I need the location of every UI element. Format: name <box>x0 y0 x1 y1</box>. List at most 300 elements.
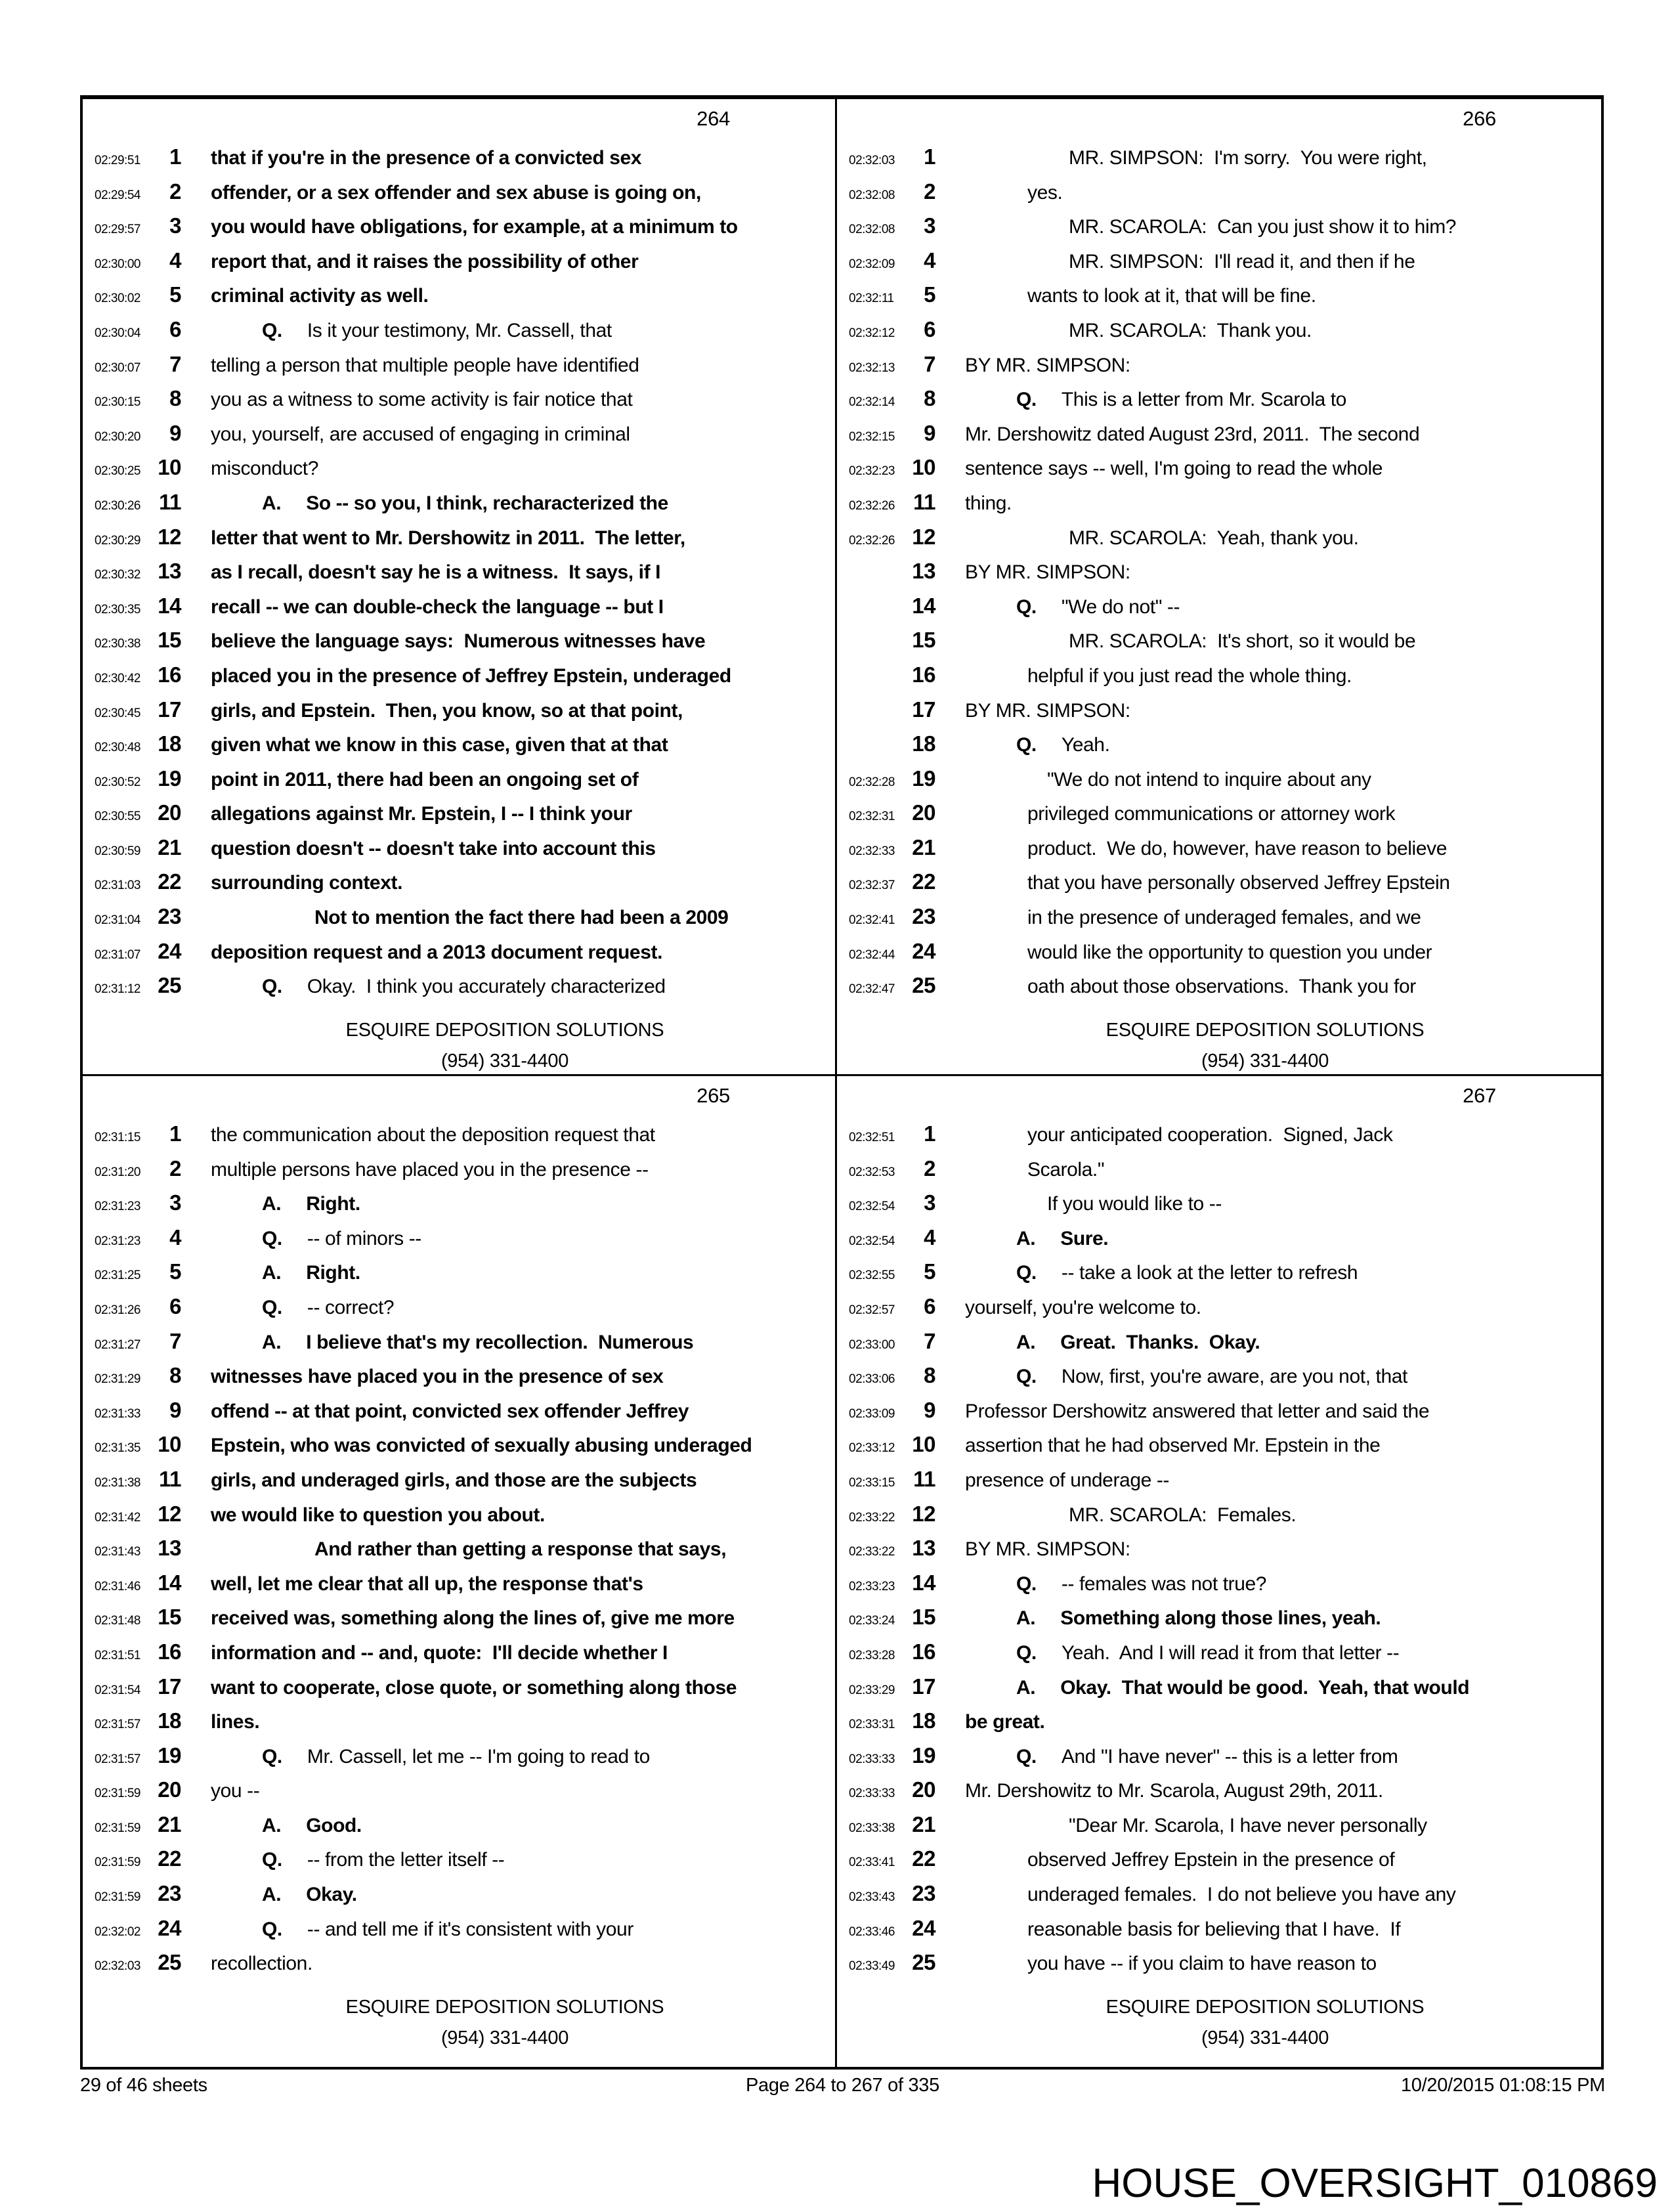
line-timestamp: 02:31:42 <box>95 1510 140 1525</box>
line-number: 5 <box>924 1259 935 1284</box>
line-timestamp: 02:31:26 <box>95 1303 140 1317</box>
line-timestamp: 02:30:15 <box>95 395 140 410</box>
line-timestamp: 02:32:08 <box>849 223 895 237</box>
line-text: Q. Mr. Cassell, let me -- I'm going to read to <box>262 1745 650 1767</box>
transcript-line <box>83 244 831 278</box>
line-timestamp: 02:30:48 <box>95 741 140 755</box>
transcript-line <box>837 450 1597 485</box>
transcript-line <box>837 175 1597 209</box>
line-text: product. We do, however, have reason to believe <box>1027 837 1447 859</box>
line-number: 13 <box>158 1536 181 1561</box>
transcript-line <box>83 347 831 382</box>
line-text: you -- <box>211 1780 260 1802</box>
line-timestamp: 02:32:11 <box>849 292 894 306</box>
transcript-line <box>837 796 1597 831</box>
transcript-line <box>83 589 831 624</box>
line-timestamp: 02:31:03 <box>95 878 140 893</box>
line-text: question doesn't -- doesn't take into account this <box>211 837 656 859</box>
transcript-line <box>837 416 1597 451</box>
line-timestamp: 02:32:54 <box>849 1200 895 1214</box>
line-number: 25 <box>912 1950 935 1975</box>
line-timestamp: 02:32:23 <box>849 464 895 479</box>
transcript-lines <box>83 140 831 1003</box>
speaker-label: Q. <box>262 976 282 998</box>
line-text: girls, and underaged girls, and those are the subjects <box>211 1469 697 1491</box>
transcript-line <box>837 1704 1597 1739</box>
line-number: 4 <box>169 1225 181 1249</box>
transcript-line <box>837 865 1597 900</box>
line-text: Q. -- take a look at the letter to refresh <box>1016 1262 1358 1284</box>
line-timestamp: 02:32:37 <box>849 878 895 893</box>
line-number: 7 <box>169 1328 181 1353</box>
transcript-line <box>837 1117 1597 1152</box>
line-number: 9 <box>169 420 181 445</box>
line-number: 23 <box>158 904 181 929</box>
line-text: we would like to question you about. <box>211 1504 545 1526</box>
line-timestamp: 02:32:41 <box>849 913 895 928</box>
line-timestamp: 02:30:55 <box>95 810 140 824</box>
line-number: 3 <box>924 1190 935 1215</box>
transcript-line <box>837 1186 1597 1221</box>
line-number: 1 <box>169 144 181 169</box>
line-number: 14 <box>158 593 181 618</box>
line-text: misconduct? <box>211 458 319 480</box>
transcript-line <box>837 520 1597 555</box>
page-quadrant-265 <box>83 1076 837 2067</box>
line-number: 17 <box>912 697 935 722</box>
transcript-line <box>83 1290 831 1324</box>
transcript-line <box>837 313 1597 347</box>
line-number: 12 <box>158 1501 181 1526</box>
transcript-line <box>83 209 831 244</box>
line-text: helpful if you just read the whole thing. <box>1027 664 1352 687</box>
transcript-line <box>83 1221 831 1255</box>
transcript-line <box>83 1186 831 1221</box>
line-timestamp: 02:31:59 <box>95 1821 140 1835</box>
transcript-line <box>837 1497 1597 1532</box>
line-text: criminal activity as well. <box>211 285 429 307</box>
line-number: 12 <box>158 524 181 549</box>
line-text: Mr. Dershowitz to Mr. Scarola, August 29th, 2011. <box>965 1780 1383 1802</box>
footer-page-range: Page 264 to 267 of 335 <box>746 2075 939 2096</box>
line-timestamp: 02:32:13 <box>849 360 895 375</box>
transcript-line <box>83 1497 831 1532</box>
speaker-label: A. <box>262 1262 282 1284</box>
line-timestamp: 02:30:25 <box>95 464 140 479</box>
line-timestamp: 02:33:12 <box>849 1441 895 1456</box>
line-number: 14 <box>912 1570 935 1595</box>
transcript-line <box>83 1704 831 1739</box>
line-text: deposition request and a 2013 document request. <box>211 941 663 963</box>
transcript-line <box>83 1531 831 1566</box>
transcript-line <box>83 554 831 589</box>
line-timestamp: 02:31:35 <box>95 1441 140 1456</box>
line-number: 4 <box>924 248 935 272</box>
transcript-line <box>837 1290 1597 1324</box>
line-timestamp: 02:31:59 <box>95 1890 140 1905</box>
line-timestamp: 02:32:47 <box>849 982 895 997</box>
transcript-line <box>837 1324 1597 1359</box>
transcript-line <box>83 796 831 831</box>
line-number: 10 <box>158 455 181 480</box>
transcript-line <box>83 1117 831 1152</box>
line-number: 4 <box>169 248 181 272</box>
line-timestamp: 02:32:03 <box>95 1959 140 1974</box>
line-text: privileged communications or attorney work <box>1027 803 1396 825</box>
transcript-line <box>83 140 831 175</box>
transcript-sheet <box>80 95 1604 2070</box>
transcript-line <box>837 1221 1597 1255</box>
line-timestamp: 02:33:22 <box>849 1545 895 1559</box>
line-number: 8 <box>924 1363 935 1388</box>
line-text: BY MR. SIMPSON: <box>965 1538 1130 1561</box>
line-text: A. So -- so you, I think, recharacterized the <box>262 492 668 514</box>
speaker-label: A. <box>1016 1607 1036 1630</box>
line-text: offender, or a sex offender and sex abuse is going on, <box>211 181 701 204</box>
line-number: 3 <box>924 213 935 238</box>
line-number: 1 <box>924 144 935 169</box>
line-timestamp: 02:31:29 <box>95 1372 140 1387</box>
line-timestamp: 02:33:31 <box>849 1718 895 1732</box>
line-number: 13 <box>912 559 935 584</box>
line-text: the communication about the deposition request that <box>211 1124 655 1146</box>
line-text: Mr. Dershowitz dated August 23rd, 2011. The second <box>965 423 1420 445</box>
line-text: If you would like to -- <box>1047 1193 1222 1215</box>
line-number: 8 <box>924 386 935 411</box>
line-number: 19 <box>912 1743 935 1767</box>
bates-number: HOUSE_OVERSIGHT_010869 <box>1092 2161 1658 2206</box>
line-text: surrounding context. <box>211 872 403 894</box>
speaker-label: A. <box>262 1814 282 1836</box>
transcript-line <box>83 1358 831 1393</box>
transcript-line <box>837 1152 1597 1186</box>
line-timestamp: 02:33:29 <box>849 1683 895 1697</box>
line-text: MR. SCAROLA: Yeah, thank you. <box>1069 527 1359 549</box>
transcript-line <box>837 658 1597 693</box>
line-number: 15 <box>158 628 181 653</box>
line-number: 5 <box>169 1259 181 1284</box>
line-number: 13 <box>912 1536 935 1561</box>
page-number: 267 <box>1463 1084 1496 1107</box>
line-timestamp: 02:31:25 <box>95 1269 140 1283</box>
transcript-line <box>837 1427 1597 1462</box>
line-text: letter that went to Mr. Dershowitz in 2011. The letter, <box>211 527 685 549</box>
line-text: A. Sure. <box>1016 1227 1109 1249</box>
line-text: Q. -- of minors -- <box>262 1227 421 1249</box>
transcript-line <box>83 175 831 209</box>
line-text: wants to look at it, that will be fine. <box>1027 285 1316 307</box>
transcript-line <box>83 762 831 796</box>
line-timestamp: 02:29:57 <box>95 223 140 237</box>
transcript-line <box>83 1566 831 1601</box>
line-text: you would have obligations, for example, at a minimum to <box>211 216 738 238</box>
footer-print-timestamp: 10/20/2015 01:08:15 PM <box>1400 2075 1605 2096</box>
speaker-label: A. <box>262 1331 282 1353</box>
speaker-label: A. <box>1016 1331 1036 1353</box>
line-timestamp: 02:33:43 <box>849 1890 895 1905</box>
line-text: BY MR. SIMPSON: <box>965 561 1130 584</box>
line-text: received was, something along the lines of, give me more <box>211 1607 735 1630</box>
line-timestamp: 02:30:42 <box>95 671 140 685</box>
line-text: recall -- we can double-check the language -- but I <box>211 596 664 618</box>
transcript-line <box>83 831 831 865</box>
line-timestamp: 02:31:59 <box>95 1787 140 1801</box>
line-timestamp: 02:31:12 <box>95 982 140 997</box>
transcript-line <box>837 1566 1597 1601</box>
line-text: A. Right. <box>262 1262 360 1284</box>
line-number: 6 <box>924 316 935 341</box>
vendor-name: ESQUIRE DEPOSITION SOLUTIONS <box>345 1020 664 1041</box>
line-timestamp: 02:31:15 <box>95 1131 140 1144</box>
transcript-line <box>83 658 831 693</box>
transcript-line <box>837 1808 1597 1842</box>
line-number: 20 <box>158 1777 181 1802</box>
speaker-label: Q. <box>262 1745 282 1767</box>
line-text: observed Jeffrey Epstein in the presence of <box>1027 1849 1395 1871</box>
transcript-line <box>837 968 1597 1003</box>
vendor-phone: (954) 331-4400 <box>1201 1051 1329 1072</box>
line-number: 7 <box>924 1328 935 1353</box>
line-text: allegations against Mr. Epstein, I -- I think your <box>211 803 632 825</box>
line-timestamp: 02:31:46 <box>95 1579 140 1594</box>
speaker-label: Q. <box>1016 596 1037 618</box>
line-number: 2 <box>924 1156 935 1181</box>
line-text: Q. Is it your testimony, Mr. Cassell, that <box>262 319 612 341</box>
transcript-line <box>837 381 1597 416</box>
speaker-label: Q. <box>262 1296 282 1318</box>
line-text: that if you're in the presence of a convicted sex <box>211 147 642 169</box>
line-timestamp: 02:30:45 <box>95 706 140 720</box>
line-number: 9 <box>924 420 935 445</box>
line-text: would like the opportunity to question you under <box>1027 941 1432 963</box>
line-number: 10 <box>912 455 935 480</box>
line-number: 6 <box>169 1293 181 1318</box>
line-number: 15 <box>158 1605 181 1630</box>
reporter-vendor <box>211 1015 799 1076</box>
line-number: 1 <box>169 1121 181 1146</box>
line-number: 19 <box>912 766 935 791</box>
line-number: 14 <box>158 1570 181 1595</box>
line-text: A. Right. <box>262 1193 360 1215</box>
transcript-line <box>83 934 831 969</box>
line-number: 4 <box>924 1225 935 1249</box>
transcript-line <box>83 381 831 416</box>
line-number: 3 <box>169 213 181 238</box>
line-text: yes. <box>1027 181 1063 204</box>
reporter-vendor <box>965 1015 1565 1076</box>
speaker-label: Q. <box>1016 389 1037 411</box>
line-timestamp: 02:33:41 <box>849 1855 895 1870</box>
line-text: oath about those observations. Thank you for <box>1027 976 1416 998</box>
line-text: reasonable basis for believing that I have. If <box>1027 1918 1401 1940</box>
transcript-line <box>83 1945 831 1980</box>
line-timestamp: 02:31:57 <box>95 1718 140 1732</box>
line-text: well, let me clear that all up, the response that's <box>211 1572 643 1595</box>
vendor-phone: (954) 331-4400 <box>440 1051 569 1072</box>
line-timestamp: 02:32:26 <box>849 498 895 513</box>
line-text: A. Okay. That would be good. Yeah, that would <box>1016 1676 1470 1699</box>
line-text: MR. SCAROLA: It's short, so it would be <box>1069 630 1416 653</box>
line-text: witnesses have placed you in the presence of sex <box>211 1366 664 1388</box>
line-number: 11 <box>913 489 935 514</box>
line-number: 17 <box>912 1674 935 1699</box>
transcript-line <box>837 1358 1597 1393</box>
transcript-line <box>837 1531 1597 1566</box>
line-text: as I recall, doesn't say he is a witness. It says, if I <box>211 561 661 584</box>
line-timestamp: 02:33:33 <box>849 1787 895 1801</box>
line-number: 2 <box>169 1156 181 1181</box>
line-timestamp: 02:31:51 <box>95 1648 140 1662</box>
transcript-line <box>837 693 1597 727</box>
line-number: 10 <box>912 1432 935 1457</box>
transcript-line <box>83 520 831 555</box>
transcript-line <box>837 347 1597 382</box>
transcript-line <box>83 1600 831 1635</box>
line-timestamp: 02:32:28 <box>849 775 895 789</box>
transcript-line <box>83 1324 831 1359</box>
speaker-label: Q. <box>1016 734 1037 756</box>
line-number: 25 <box>158 973 181 998</box>
line-timestamp: 02:32:57 <box>849 1303 895 1317</box>
speaker-label: Q. <box>262 1918 282 1940</box>
line-text: you, yourself, are accused of engaging in criminal <box>211 423 630 445</box>
line-timestamp: 02:32:53 <box>849 1165 895 1179</box>
line-timestamp: 02:30:35 <box>95 602 140 617</box>
line-text: Q. -- and tell me if it's consistent with your <box>262 1918 633 1940</box>
transcript-line <box>837 1393 1597 1428</box>
line-timestamp: 02:31:04 <box>95 913 140 928</box>
line-number: 6 <box>924 1293 935 1318</box>
line-text: multiple persons have placed you in the presence -- <box>211 1158 649 1181</box>
line-text: offend -- at that point, convicted sex offender Jeffrey <box>211 1400 689 1422</box>
page-number: 264 <box>697 107 730 130</box>
transcript-line <box>83 416 831 451</box>
line-timestamp: 02:31:57 <box>95 1752 140 1766</box>
transcript-line <box>83 727 831 762</box>
line-timestamp: 02:30:00 <box>95 257 140 271</box>
vendor-name: ESQUIRE DEPOSITION SOLUTIONS <box>1105 1997 1425 2018</box>
line-timestamp: 02:31:43 <box>95 1545 140 1559</box>
line-text: BY MR. SIMPSON: <box>965 699 1130 722</box>
transcript-line <box>837 140 1597 175</box>
line-text: girls, and Epstein. Then, you know, so at that point, <box>211 699 683 722</box>
line-number: 22 <box>158 1846 181 1871</box>
line-timestamp: 02:32:33 <box>849 844 895 858</box>
speaker-label: A. <box>262 1193 282 1215</box>
line-timestamp: 02:31:48 <box>95 1614 140 1628</box>
line-number: 14 <box>912 593 935 618</box>
line-timestamp: 02:30:26 <box>95 498 140 513</box>
line-timestamp: 02:32:26 <box>849 533 895 548</box>
line-text: Epstein, who was convicted of sexually abusing underaged <box>211 1435 752 1457</box>
line-timestamp: 02:30:07 <box>95 360 140 375</box>
line-number: 17 <box>158 1674 181 1699</box>
speaker-label: A. <box>1016 1227 1036 1249</box>
transcript-line <box>837 1773 1597 1808</box>
line-text: Q. -- correct? <box>262 1296 395 1318</box>
line-number: 20 <box>912 800 935 825</box>
line-text: Q. This is a letter from Mr. Scarola to <box>1016 389 1346 411</box>
line-timestamp: 02:33:24 <box>849 1614 895 1628</box>
transcript-line <box>83 450 831 485</box>
line-timestamp: 02:33:49 <box>849 1959 895 1974</box>
line-text: Q. "We do not" -- <box>1016 596 1180 618</box>
line-text: MR. SCAROLA: Females. <box>1069 1504 1297 1526</box>
line-number: 18 <box>912 1708 935 1733</box>
transcript-line <box>83 865 831 900</box>
line-timestamp: 02:33:00 <box>849 1337 895 1352</box>
line-number: 19 <box>158 766 181 791</box>
page-quadrant-266 <box>837 99 1601 1076</box>
line-text: presence of underage -- <box>965 1469 1170 1491</box>
speaker-label: A. <box>1016 1676 1036 1699</box>
line-timestamp: 02:30:38 <box>95 637 140 651</box>
transcript-line <box>837 727 1597 762</box>
line-timestamp: 02:33:33 <box>849 1752 895 1766</box>
vendor-phone: (954) 331-4400 <box>1201 2028 1329 2049</box>
line-number: 1 <box>924 1121 935 1146</box>
line-text: MR. SCAROLA: Thank you. <box>1069 319 1312 341</box>
line-number: 10 <box>158 1432 181 1457</box>
vendor-name: ESQUIRE DEPOSITION SOLUTIONS <box>1105 1020 1425 1041</box>
line-number: 21 <box>912 835 935 859</box>
line-number: 23 <box>912 904 935 929</box>
reporter-vendor <box>211 1992 799 2054</box>
transcript-line <box>83 485 831 520</box>
line-text: Q. And "I have never" -- this is a letter from <box>1016 1745 1398 1767</box>
line-text: Q. Okay. I think you accurately characterized <box>262 976 666 998</box>
transcript-line <box>83 1670 831 1704</box>
transcript-line <box>83 968 831 1003</box>
line-number: 25 <box>912 973 935 998</box>
speaker-label: Q. <box>1016 1262 1037 1284</box>
line-text: you as a witness to some activity is fair notice that <box>211 389 633 411</box>
line-timestamp: 02:31:07 <box>95 947 140 962</box>
line-text: recollection. <box>211 1953 312 1975</box>
line-timestamp: 02:32:55 <box>849 1269 895 1283</box>
transcript-line <box>83 1911 831 1946</box>
line-timestamp: 02:33:22 <box>849 1510 895 1525</box>
transcript-line <box>837 900 1597 934</box>
speaker-label: A. <box>262 492 282 514</box>
line-text: Not to mention the fact there had been a 2009 <box>314 907 729 929</box>
line-number: 20 <box>158 800 181 825</box>
line-timestamp: 02:32:08 <box>849 188 895 202</box>
line-timestamp: 02:31:54 <box>95 1683 140 1697</box>
line-number: 5 <box>924 282 935 307</box>
line-timestamp: 02:31:33 <box>95 1406 140 1421</box>
line-timestamp: 02:31:38 <box>95 1475 140 1490</box>
line-timestamp: 02:30:04 <box>95 326 140 340</box>
transcript-line <box>837 1842 1597 1876</box>
line-number: 20 <box>912 1777 935 1802</box>
line-text: "We do not intend to inquire about any <box>1047 768 1371 791</box>
transcript-line <box>83 1773 831 1808</box>
line-timestamp: 02:33:06 <box>849 1372 895 1387</box>
page-number: 265 <box>697 1084 730 1107</box>
line-number: 21 <box>158 1811 181 1836</box>
line-number: 25 <box>158 1950 181 1975</box>
transcript-line <box>83 900 831 934</box>
line-text: Q. -- females was not true? <box>1016 1572 1267 1595</box>
line-number: 22 <box>912 1846 935 1871</box>
line-number: 24 <box>158 938 181 963</box>
line-number: 18 <box>158 731 181 756</box>
transcript-line <box>83 1876 831 1911</box>
line-timestamp: 02:29:51 <box>95 154 140 167</box>
speaker-label: Q. <box>1016 1366 1037 1388</box>
page-quadrant-264 <box>83 99 837 1076</box>
